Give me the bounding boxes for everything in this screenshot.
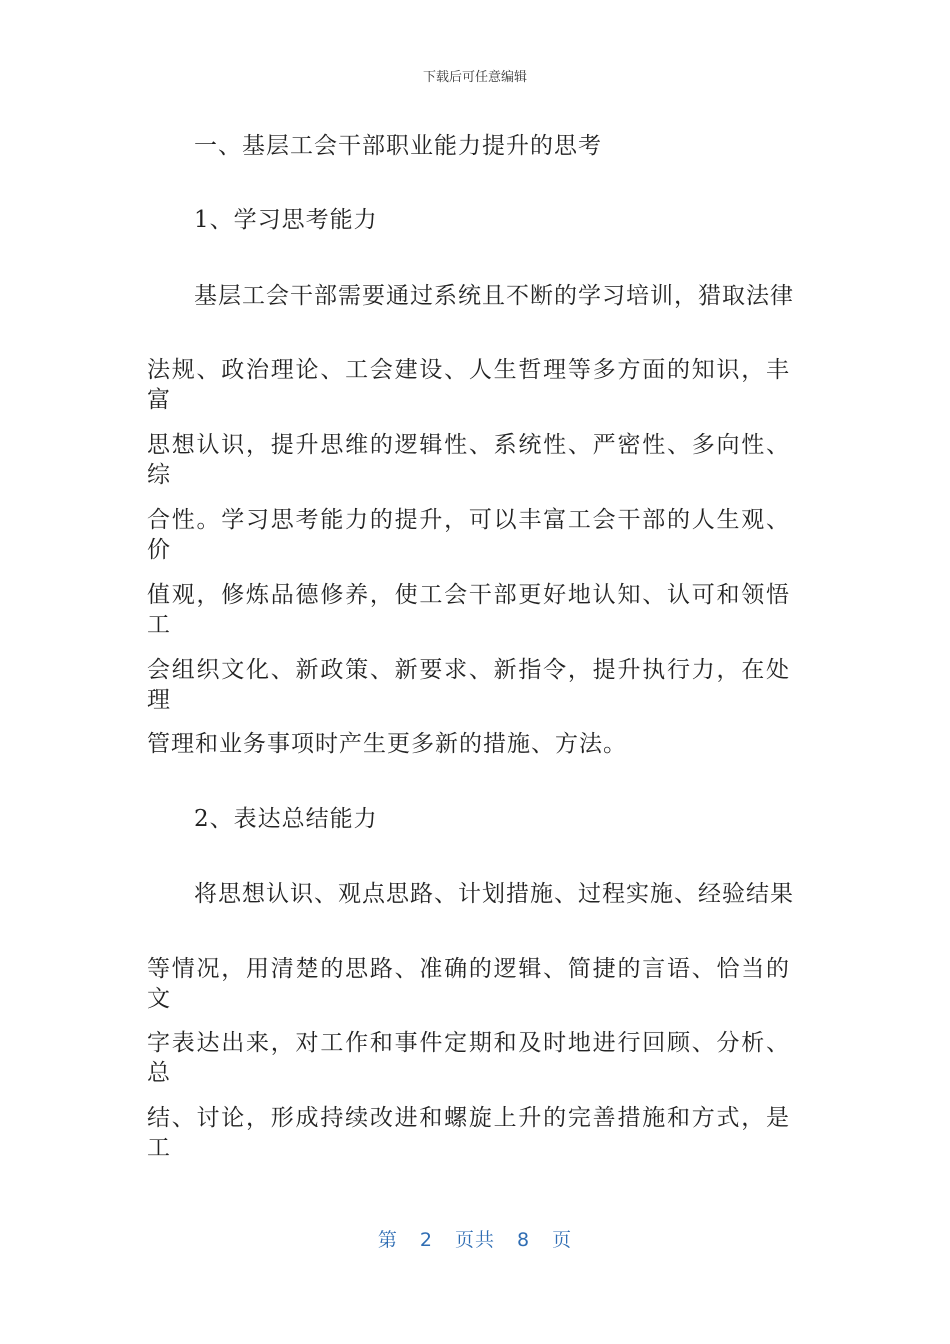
text-line: 1、学习思考能力 bbox=[194, 207, 378, 233]
footer-label-end: 页 bbox=[552, 1229, 573, 1251]
text-line: 2、表达总结能力 bbox=[194, 806, 378, 832]
text-line: 管理和业务事项时产生更多新的措施、方法。 bbox=[147, 731, 627, 757]
text-line: 思想认识，提升思维的逻辑性、系统性、严密性、多向性、综 bbox=[147, 432, 790, 488]
footer-current-page: 2 bbox=[419, 1229, 433, 1251]
text-line: 会组织文化、新政策、新要求、新指令，提升执行力，在处理 bbox=[147, 657, 790, 713]
text-line: 合性。学习思考能力的提升，可以丰富工会干部的人生观、价 bbox=[147, 507, 790, 563]
footer-label-page: 第 bbox=[377, 1229, 398, 1251]
text-line: 将思想认识、观点思路、计划措施、过程实施、经验结果 bbox=[194, 881, 794, 907]
text-line: 一、基层工会干部职业能力提升的思考 bbox=[194, 133, 602, 159]
header-note: 下载后可任意编辑 bbox=[422, 70, 527, 85]
page-footer bbox=[0, 1225, 950, 1252]
text-line: 字表达出来，对工作和事件定期和及时地进行回顾、分析、总 bbox=[147, 1030, 790, 1086]
text-line: 结、讨论，形成持续改进和螺旋上升的完善措施和方式，是工 bbox=[147, 1105, 790, 1161]
text-line: 等情况，用清楚的思路、准确的逻辑、简捷的言语、恰当的文 bbox=[147, 956, 790, 1012]
text-line: 法规、政治理论、工会建设、人生哲理等多方面的知识，丰富 bbox=[147, 357, 790, 413]
text-line: 值观，修炼品德修养，使工会干部更好地认知、认可和领悟工 bbox=[147, 582, 790, 638]
footer-total-pages: 8 bbox=[517, 1229, 531, 1251]
text-line: 基层工会干部需要通过系统且不断的学习培训，猎取法律 bbox=[194, 283, 794, 309]
footer-label-of: 页共 bbox=[454, 1229, 495, 1251]
